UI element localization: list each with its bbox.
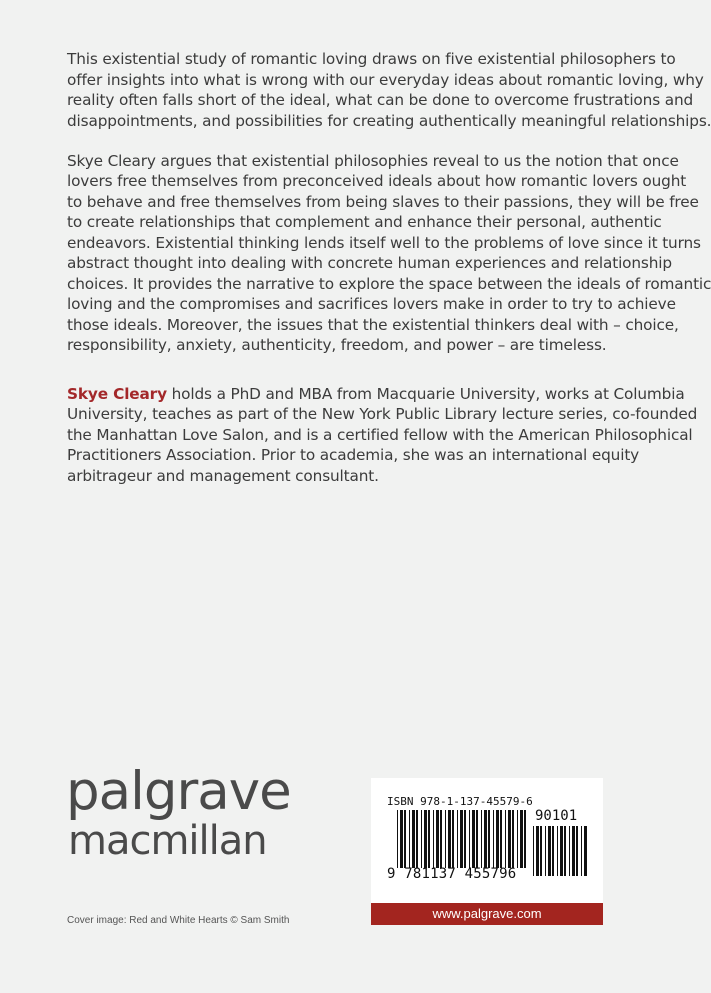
publisher-logo xyxy=(66,761,291,864)
barcode-bar xyxy=(416,810,418,868)
text-line: choices. It provides the narrative to explore the space between the ideals of romantic xyxy=(67,274,711,293)
text-line: reality often falls short of the ideal, what can be done to overcome frustrations and xyxy=(67,91,694,109)
barcode-box xyxy=(371,778,603,903)
barcode-bar xyxy=(496,810,499,868)
barcode-bar xyxy=(436,810,439,868)
barcode-bar xyxy=(424,810,427,868)
text-line: University, teaches as part of the New York Public Library lecture series, co-founded xyxy=(67,405,698,423)
isbn-label: ISBN 978-1-137-45579-6 xyxy=(387,795,533,808)
barcode-bar xyxy=(500,810,502,868)
barcode-bar xyxy=(472,810,475,868)
barcode-bar xyxy=(469,810,470,868)
barcode-bar xyxy=(448,810,451,868)
publisher-website: www.palgrave.com xyxy=(371,903,603,925)
barcode-bar xyxy=(428,810,430,868)
barcode-addon-digits: 90101 xyxy=(535,808,578,824)
barcode-bar xyxy=(552,826,554,876)
barcode-bar xyxy=(584,826,587,876)
barcode-bar xyxy=(517,810,518,868)
text-line: offer insights into what is wrong with our everyday ideas about romantic loving, why xyxy=(67,70,704,89)
text-line: Practitioners Association. Prior to academia, she was an international equity xyxy=(67,446,640,464)
barcode-bar xyxy=(557,826,558,876)
barcode-bar xyxy=(576,826,578,876)
barcode-bar xyxy=(412,810,415,868)
bio-first-line: holds a PhD and MBA from Macquarie University, works at Columbia xyxy=(166,384,685,403)
barcode-bar xyxy=(409,810,410,868)
author-name: Skye Cleary xyxy=(67,384,167,403)
barcode-bar xyxy=(512,810,514,868)
text-line: disappointments, and possibilities for creating authentically meaningful relationships. xyxy=(67,111,711,130)
barcode-bar xyxy=(433,810,434,868)
barcode-bar xyxy=(457,810,458,868)
text-line: to create relationships that complement and enhance their personal, authentic xyxy=(67,213,662,231)
barcode-bar xyxy=(520,810,523,868)
barcode-bar xyxy=(440,810,442,868)
text-line: lovers free themselves from preconceived ideals about how romantic lovers ought xyxy=(67,172,687,190)
barcode-bar xyxy=(484,810,487,868)
text-line: those ideals. Moreover, the issues that the existential thinkers deal with – choice, xyxy=(67,315,679,334)
barcode-bar xyxy=(452,810,454,868)
barcode-bar xyxy=(536,826,539,876)
barcode-bar xyxy=(397,810,398,868)
barcode-bar xyxy=(464,810,466,868)
description-paragraph-2 xyxy=(67,151,711,356)
barcode-bar xyxy=(460,810,463,868)
text-line: to behave and free themselves from being slaves to their passions, they will be free xyxy=(67,192,699,211)
cover-credit: Cover image: Red and White Hearts © Sam Smith xyxy=(67,915,290,926)
barcode-bar xyxy=(493,810,494,868)
barcode-bar xyxy=(540,826,542,876)
text-line: responsibility, anxiety, authenticity, freedom, and power – are timeless. xyxy=(67,336,607,354)
text-line: the Manhattan Love Salon, and is a certified fellow with the American Philosophical xyxy=(67,425,693,444)
barcode-bar xyxy=(564,826,566,876)
barcode-bar xyxy=(524,810,526,868)
barcode-bar xyxy=(476,810,478,868)
barcode-bar xyxy=(545,826,546,876)
text-line xyxy=(67,384,685,405)
barcode-bar xyxy=(488,810,490,868)
barcode-bar xyxy=(581,826,582,876)
barcode-bar xyxy=(505,810,506,868)
barcode-digits: 9 781137 455796 xyxy=(387,866,517,882)
description-paragraph-1 xyxy=(67,49,711,131)
logo-macmillan: macmillan xyxy=(68,818,267,864)
text-line: endeavors. Existential thinking lends itself well to the problems of love since it turns xyxy=(67,233,701,252)
barcode-bar xyxy=(508,810,511,868)
text-line: Skye Cleary argues that existential philosophies reveal to us the notion that once xyxy=(67,151,679,170)
author-bio xyxy=(67,384,698,487)
text-line: This existential study of romantic loving draws on five existential philosophers to xyxy=(67,50,676,68)
barcode-bar xyxy=(569,826,570,876)
text-line: loving and the compromises and sacrifices lovers make in order to try to achieve xyxy=(67,295,676,313)
text-line: arbitrageur and management consultant. xyxy=(67,466,379,485)
barcode-bar xyxy=(445,810,446,868)
barcode-bar xyxy=(533,826,534,876)
barcode-bar xyxy=(548,826,551,876)
barcode-bar xyxy=(560,826,563,876)
back-cover-copy xyxy=(67,49,711,506)
logo-palgrave: palgrave xyxy=(66,761,291,822)
barcode-bar xyxy=(481,810,482,868)
barcode-addon-bars xyxy=(533,826,589,876)
text-line: abstract thought into dealing with concrete human experiences and relationship xyxy=(67,254,672,272)
barcode-bar xyxy=(404,810,406,868)
barcode-bar xyxy=(400,810,403,868)
barcode-bar xyxy=(421,810,422,868)
barcode-bar xyxy=(572,826,575,876)
barcode-bars xyxy=(397,810,527,868)
